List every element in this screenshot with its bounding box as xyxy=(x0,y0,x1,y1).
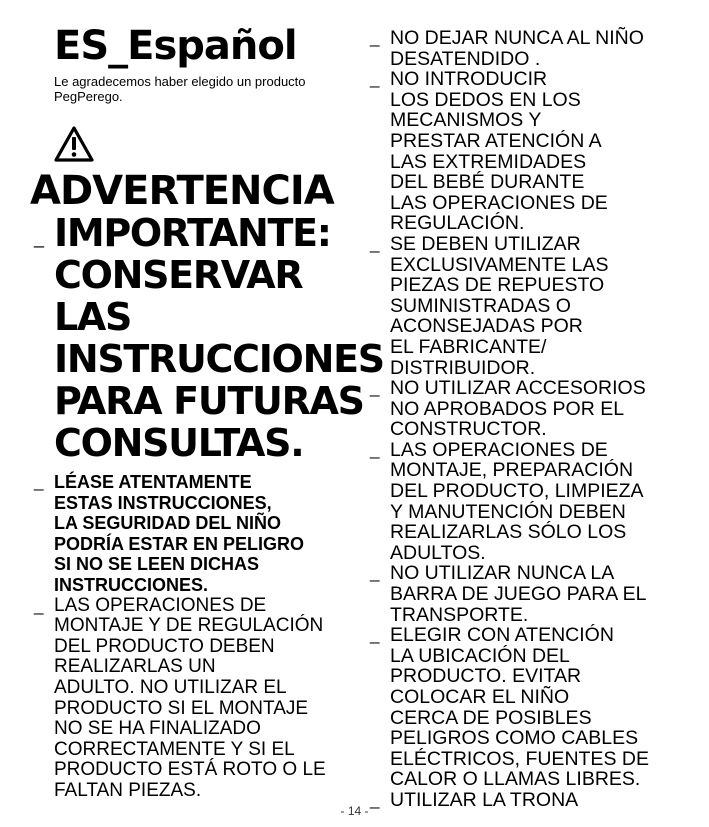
list-item xyxy=(366,378,686,440)
item-line: LAS OPERACIONES DE xyxy=(390,191,608,214)
item-text xyxy=(390,563,686,625)
item-line: PODRÍA ESTAR EN PELIGRO xyxy=(54,533,305,554)
dash-bullet: _ xyxy=(370,563,380,583)
item-line: DEL PRODUCTO DEBEN xyxy=(54,635,275,657)
item-text xyxy=(54,596,366,802)
item-line: LÉASE ATENTAMENTE xyxy=(54,472,252,492)
list-item xyxy=(366,28,686,69)
dash-bullet: _ xyxy=(370,439,380,459)
important-line: PARA FUTURAS xyxy=(54,379,364,423)
item-line: SI NO SE LEEN DICHAS xyxy=(54,554,260,575)
item-line: DEL PRODUCTO, LIMPIEZA xyxy=(390,480,644,503)
right-column xyxy=(366,28,686,811)
item-text xyxy=(390,440,686,564)
item-line: BARRA DE JUEGO PARA EL xyxy=(390,583,647,606)
dash-bullet: _ xyxy=(370,378,380,398)
item-line: PRODUCTO. EVITAR xyxy=(390,665,582,688)
item-line: LA SEGURIDAD DEL NIÑO xyxy=(54,513,282,534)
important-heading xyxy=(54,211,384,465)
item-line: ESTAS INSTRUCCIONES, xyxy=(54,492,272,513)
important-line: INSTRUCCIONES xyxy=(54,337,384,381)
dash-bullet: _ xyxy=(370,69,380,89)
intro-line-2: PegPerego. xyxy=(54,89,123,104)
item-line: LOS DEDOS EN LOS xyxy=(390,88,581,111)
item-line: PIEZAS DE REPUESTO xyxy=(390,274,605,297)
list-item xyxy=(366,69,686,234)
item-line: CORRECTAMENTE Y SI EL xyxy=(54,738,295,760)
item-line: NO APROBADOS POR EL xyxy=(390,397,625,420)
important-line: LAS xyxy=(54,295,132,339)
item-line: MONTAJE, PREPARACIÓN xyxy=(390,459,634,482)
item-line: COLOCAR EL NIÑO xyxy=(390,686,570,708)
advertencia-heading: ADVERTENCIA xyxy=(30,168,334,214)
list-item xyxy=(366,625,686,790)
page-number: - 14 - xyxy=(340,804,369,818)
item-line: NO SE HA FINALIZADO xyxy=(54,718,261,740)
left-column xyxy=(30,22,384,802)
item-line: NO DEJAR NUNCA AL NIÑO xyxy=(390,27,644,49)
item-line: TRANSPORTE. xyxy=(390,603,529,626)
intro-text xyxy=(54,74,366,104)
item-text xyxy=(54,472,366,596)
dash-bullet: _ xyxy=(34,228,45,248)
warning-triangle-icon xyxy=(54,126,94,162)
item-line: CONSTRUCTOR. xyxy=(390,418,547,441)
item-line: MONTAJE Y DE REGULACIÓN xyxy=(54,615,324,637)
dash-bullet: _ xyxy=(34,595,44,615)
important-line: CONSERVAR xyxy=(54,253,303,297)
important-line: CONSULTAS. xyxy=(54,421,304,465)
item-line: UTILIZAR LA TRONA xyxy=(390,788,579,811)
item-line: SE DEBEN UTILIZAR xyxy=(390,232,581,255)
important-item xyxy=(30,211,384,465)
dash-bullet: _ xyxy=(370,789,380,809)
intro-line-1: Le agradecemos haber elegido un producto xyxy=(54,74,306,89)
dash-bullet: _ xyxy=(370,28,380,47)
item-line: NO UTILIZAR NUNCA LA xyxy=(390,562,615,585)
item-line: NO UTILIZAR ACCESORIOS xyxy=(390,377,646,400)
item-line: CALOR O LLAMAS LIBRES. xyxy=(390,768,641,791)
item-line: ELÉCTRICOS, FUENTES DE xyxy=(390,747,649,770)
item-line: PELIGROS COMO CABLES xyxy=(390,727,639,750)
item-text xyxy=(390,234,686,378)
item-text xyxy=(390,378,686,440)
item-line: REALIZARLAS SÓLO LOS xyxy=(390,521,627,544)
list-item xyxy=(366,440,686,564)
item-line: LAS OPERACIONES DE xyxy=(390,438,608,461)
item-line: EL FABRICANTE/ xyxy=(390,335,547,358)
important-line: IMPORTANTE: xyxy=(54,211,331,255)
list-item xyxy=(366,563,686,625)
item-line: FALTAN PIEZAS. xyxy=(54,779,202,801)
item-line: LA UBICACIÓN DEL xyxy=(390,644,570,667)
list-item xyxy=(366,234,686,378)
item-text xyxy=(390,69,686,234)
item-line: SUMINISTRADAS O xyxy=(390,294,571,317)
item-line: PRODUCTO SI EL MONTAJE xyxy=(54,697,309,719)
item-line: EXCLUSIVAMENTE LAS xyxy=(390,253,609,276)
page-title: ES_Español xyxy=(54,23,297,69)
item-line: Y MANUTENCIÓN DEBEN xyxy=(390,500,626,523)
item-line: LAS OPERACIONES DE xyxy=(54,594,267,616)
item-line: INSTRUCCIONES. xyxy=(54,574,209,595)
dash-bullet: _ xyxy=(370,233,380,253)
item-line: REALIZARLAS UN xyxy=(54,656,216,678)
list-item xyxy=(30,472,366,596)
item-line: REGULACIÓN. xyxy=(390,212,525,235)
item-line: ACONSEJADAS POR xyxy=(390,315,583,338)
item-line: PRESTAR ATENCIÓN A xyxy=(390,129,602,152)
item-line: PRODUCTO ESTÁ ROTO O LE xyxy=(54,759,326,781)
list-item xyxy=(30,596,366,802)
item-text xyxy=(390,625,686,790)
item-line: DISTRIBUIDOR. xyxy=(390,356,536,379)
item-line: LAS EXTREMIDADES xyxy=(390,150,587,173)
item-line: DESATENDIDO . xyxy=(390,47,541,70)
item-line: ADULTO. NO UTILIZAR EL xyxy=(54,676,287,698)
item-line: ELEGIR CON ATENCIÓN xyxy=(390,624,614,647)
item-line: DEL BEBÉ DURANTE xyxy=(390,171,585,194)
item-text xyxy=(390,28,686,69)
dash-bullet: _ xyxy=(34,472,44,491)
item-line: MECANISMOS Y xyxy=(390,109,542,132)
item-line: CERCA DE POSIBLES xyxy=(390,706,592,729)
item-line: NO INTRODUCIR xyxy=(390,68,548,91)
item-line: ADULTOS. xyxy=(390,541,486,564)
dash-bullet: _ xyxy=(370,625,380,645)
